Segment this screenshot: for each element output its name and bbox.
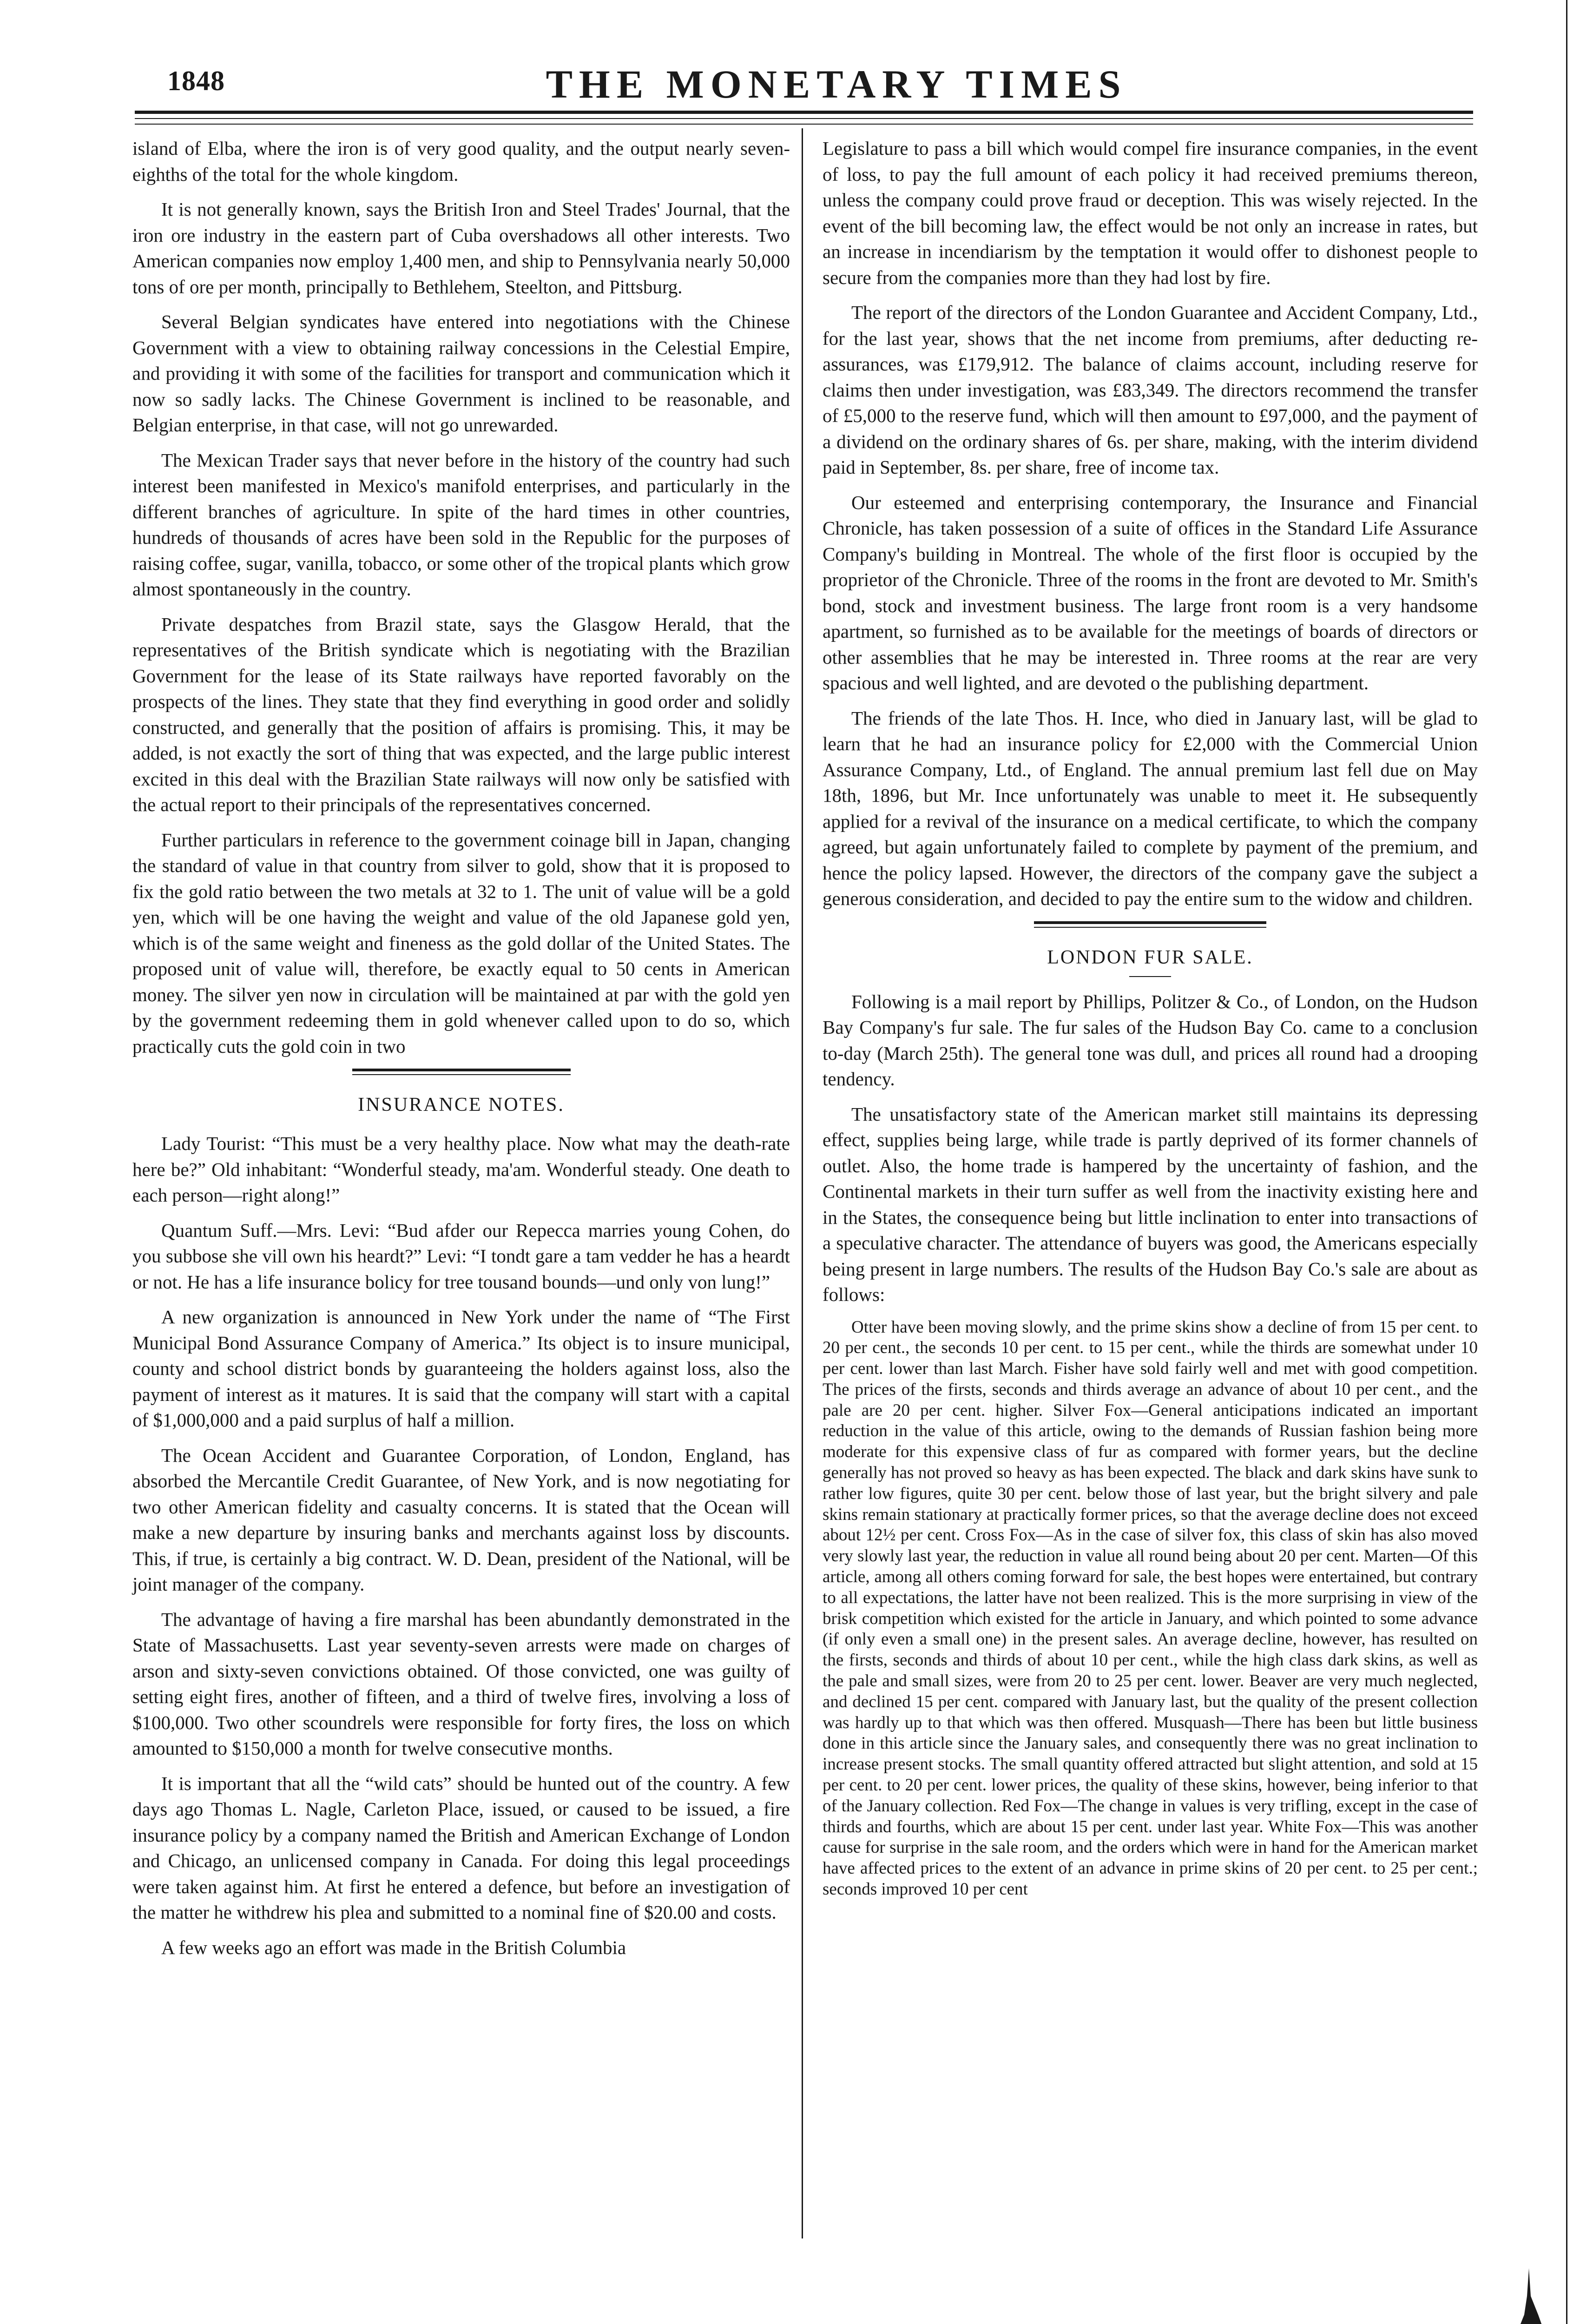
section-double-rule	[1034, 921, 1266, 928]
binding-tear-mark	[1510, 2268, 1547, 2324]
paragraph-legislature: Legislature to pass a bill which would compel fire insurance companies, in the event of loss, to pay the full amount of each policy it had received premiums thereon, unless the company could prove fraud or deception. This was wisely rejected. In the event of the bill becoming law, the effect would be not only an increase in rates, but an increase in incendiarism by the temptation it would offer to dishonest people to secure from the companies more than they had lost by fire.	[823, 138, 1478, 288]
paragraph-belgian-syndicates: Several Belgian syndicates have entered into negotiations with the Chinese Government with a view to obtaining railway concessions in the Celestial Empire, and providing it with some of the facilities for transport and communication which it now so sadly lacks. The Chinese Government is inclined to be reasonable, and Belgian enterprise, in that case, will not go unrewarded.	[132, 311, 790, 436]
section-title: INSURANCE NOTES.	[358, 1094, 565, 1116]
section-london-fur-sale	[823, 921, 1478, 977]
paragraph-financial-chronicle: Our esteemed and enterprising contemporary, the Insurance and Financial Chronicle, has taken possession of a suite of offices in the Standard Life Assurance Company's building in Montreal. The whole of the first floor is occupied by the proprietor of the Chronicle. Three of the rooms in the front are devoted to Mr. Smith's bond, stock and investment business. The large front room is a very handsome apartment, so furnished as to be available for the meetings of boards of directors or other assemblies that he may be interested in. Three rooms at the rear are very spacious and well lighted, and are devoted o the publishing department.	[823, 491, 1478, 693]
header-rule-bottom	[135, 124, 1473, 125]
paragraph-cuba-iron: It is not generally known, says the British Iron and Steel Trades' Journal, that the iron ore industry in the eastern part of Cuba overshadows all other interests. Two American companies now employ 1,400 men, and ship to Pennsylvania nearly 50,000 tons of ore per month, principally to Bethlehem, Steelton, and Pittsburg.	[132, 198, 790, 297]
masthead-title: THE MONETARY TIMES	[546, 62, 1127, 106]
paragraph-municipal-bond: A new organization is announced in New York under the name of “The First Municipal Bond Assurance Company of America.” Its object is to insure municipal, county and school district bonds by guaranteeing the holders against loss, also the payment of interest as it matures. It is said that the company will start with a capital of $1,000,000 and a paid surplus of half a million.	[132, 1306, 790, 1431]
paragraph-japan-coinage: Further particulars in reference to the government coinage bill in Japan, changing the standard of value in that country from silver to gold, show that it is proposed to fix the gold ratio between the two metals at 32 to 1. The unit of value will be a gold yen, which will be one having the weight and value of the old Japanese gold yen, which is of the same weight and fineness as the gold dollar of the United States. The proposed unit of value will, therefore, be exactly equal to 50 cents in American money. The silver yen now in circulation will be maintained at par with the gold yen by the government redeeming them in gold whenever called upon to do so, which practically cuts the gold coin in two	[132, 829, 790, 1057]
paragraph-london-guarantee: The report of the directors of the London Guarantee and Accident Company, Ltd., for the last year, shows that the net income from premiums, after deducting re-assurances, was £179,912. The balance of claims account, including reserve for claims then under investigation, was £83,349. The directors recommend the transfer of £5,000 to the reserve fund, which will then amount to £97,000, and the payment of a dividend on the ordinary shares of 6s. per share, making, with the interim dividend paid in September, 8s. per share, free of income tax.	[823, 302, 1478, 478]
paragraph-fur-prices: Otter have been moving slowly, and the prime skins show a decline of from 15 per cent. to 20 per cent., the seconds 10 per cent. to 15 per cent., while the thirds are somewhat under 10 per cent. lower than last March. Fisher have sold fairly well and met with good competition. The prices of the firsts, seconds and thirds average an advance of about 10 per cent., and the pale are 20 per cent. higher. Silver Fox—General anticipations indicated an important reduction in the value of this article, owing to the demands of Russian fashion being more moderate for this expensive class of fur as compared with former years, but the decline generally has not proved so heavy as has been expected. The black and dark skins have sunk to rather low figures, quite 30 per cent. below those of last year, but the bright silvery and pale skins remain stationary at practically former prices, so that the average decline does not exceed about 12½ per cent. Cross Fox—As in the case of silver fox, this class of skin has also moved very slowly last year, the reduction in value all round being about 20 per cent. Marten—Of this article, among all others coming forward for sale, the best hopes were entertained, but contrary to all expectations, the latter have not been realized. This is the more surprising in view of the brisk competition which existed for the article in January, and which pointed to some advance (if only even a small one) in the present sales. An average decline, however, has resulted on the firsts, seconds and thirds of about 10 per cent., while the high class dark skins, as well as the pale and small sizes, were from 20 to 25 per cent. lower. Beaver are very much neglected, and declined 15 per cent. compared with January last, but the quality of the present collection was hardly up to that which was then offered. Musquash—There has been but little business done in this article since the January sales, and consequently there was no great inclination to increase present stocks. The small quantity offered attracted but slight attention, and sold at 15 per cent. to 20 per cent. lower prices, the quality of these skins, however, being inferior to that of the January collection. Red Fox—The change in values is very trifling, except in the case of thirds and fourths, which are about 15 per cent. under last year. White Fox—This was another cause for surprise in the sale room, and the orders which were in hand for the American market have affected prices to the extent of an advance in prime skins of 20 per cent. to 25 per cent.; seconds improved 10 per cent	[823, 1317, 1478, 1899]
section-title: LONDON FUR SALE.	[1047, 946, 1253, 968]
paragraph-elba: island of Elba, where the iron is of very good quality, and the output nearly seven-eighths of the total for the whole kingdom.	[132, 138, 790, 185]
left-column	[132, 136, 790, 1970]
paragraph-fire-marshal: The advantage of having a fire marshal has been abundantly demonstrated in the State of Massachusetts. Last year seventy-seven arrests were made on charges of arson and sixty-seven convictions obtained. Of those convicted, one was guilty of setting eight fires, another of fifteen, and a third of twelve fires, involving a loss of $100,000. Two other scoundrels were responsible for forty fires, the loss on which amounted to $150,000 a month for twelve consecutive months.	[132, 1608, 790, 1759]
paragraph-mexican-trader: The Mexican Trader says that never before in the history of the country had such interest been manifested in Mexico's manifold enterprises, and particularly in the different branches of agriculture. In spite of the hard times in other countries, hundreds of thousands of acres have been sold in the Republic for the purposes of raising coffee, sugar, vanilla, tobacco, or some other of the tropical plants which grow almost spontaneously in the country.	[132, 449, 790, 600]
section-insurance-notes	[132, 1069, 790, 1119]
page-number: 1848	[167, 66, 225, 96]
header-rule-thick	[135, 111, 1473, 114]
paragraph-mail-report: Following is a mail report by Phillips, Politzer & Co., of London, on the Hudson Bay Company's fur sale. The fur sales of the Hudson Bay Co. came to a conclusion to-day (March 25th). The general tone was dull, and prices all round had a drooping tendency.	[823, 990, 1478, 1089]
paragraph-brazil-railways: Private despatches from Brazil state, says the Glasgow Herald, that the representatives of the British syndicate which is negotiating with the Brazilian Government for the lease of its State railways have reported favorably on the prospects of the lines. They state that they find everything in good order and solidly constructed, and generally that the position of affairs is promising. This, it may be added, is not exactly the sort of thing that was expected, and the large public interest excited in this deal with the Brazilian State railways will now only be satisfied with the actual report to their principals of the representatives concerned.	[132, 613, 790, 815]
section-short-rule	[1129, 976, 1171, 977]
paragraph-american-market: The unsatisfactory state of the American market still maintains its depressing effect, supplies being large, while trade is partly deprived of its former channels of outlet. Also, the home trade is hampered by the uncertainty of fashion, and the Continental markets in their turn suffer as well from the inactivity existing here and in the States, the consequence being but little inclination to enter into transactions of a speculative character. The attendance of buyers was good, the Americans especially being present in large numbers. The results of the Hudson Bay Co.'s sale are about as follows:	[823, 1103, 1478, 1305]
header-rule-thin	[135, 118, 1473, 119]
column-divider	[802, 128, 803, 2238]
paragraph-british-columbia: A few weeks ago an effort was made in the British Columbia	[161, 1936, 626, 1958]
paragraph-ince-policy: The friends of the late Thos. H. Ince, who died in January last, will be glad to learn that he had an insurance policy for £2,000 with the Commercial Union Assurance Company, Ltd., of England. The annual premium last fell due on May 18th, 1896, but Mr. Ince unfortunately was unable to meet it. He subsequently applied for a revival of the insurance on a medical certificate, to which the company agreed, but again unfortunately failed to complete by payment of the premium, and hence the policy lapsed. However, the directors of the company gave the subject a generous consideration, and decided to pay the entire sum to the widow and children.	[823, 707, 1478, 909]
paragraph-quantum-suff: Quantum Suff.—Mrs. Levi: “Bud afder our Repecca marries young Cohen, do you subbose she vill own his heardt?” Levi: “I tondt gare a tam vedder he has a heardt or not. He has a life insurance bolicy for tree tousand bounds—und only von lung!”	[132, 1219, 790, 1293]
paragraph-ocean-accident: The Ocean Accident and Guarantee Corporation, of London, England, has absorbed the Mercantile Credit Guarantee, of New York, and is now negotiating for two other American fidelity and casualty concerns. It is stated that the Ocean will make a new departure by insuring banks and merchants against loss by discounts. This, if true, is certainly a big contract. W. D. Dean, president of the National, will be joint manager of the company.	[132, 1444, 790, 1595]
page-edge-rule	[1566, 0, 1567, 2324]
section-double-rule	[352, 1069, 571, 1075]
paragraph-lady-tourist: Lady Tourist: “This must be a very healthy place. Now what may the death-rate here be?” Old inhabitant: “Wonderful steady, ma'am. Wonderful steady. One death to each person—right along!”	[132, 1133, 790, 1206]
right-column	[823, 136, 1478, 1900]
paragraph-wild-cats: It is important that all the “wild cats” should be hunted out of the country. A few days ago Thomas L. Nagle, Carleton Place, issued, or caused to be issued, a fire insurance policy by a company named the British and American Exchange of London and Chicago, an unlicensed company in Canada. For doing this legal proceedings were taken against him. At first he entered a defence, but before an investigation of the matter he withdrew his plea and submitted to a nominal fine of $20.00 and costs.	[132, 1772, 790, 1923]
